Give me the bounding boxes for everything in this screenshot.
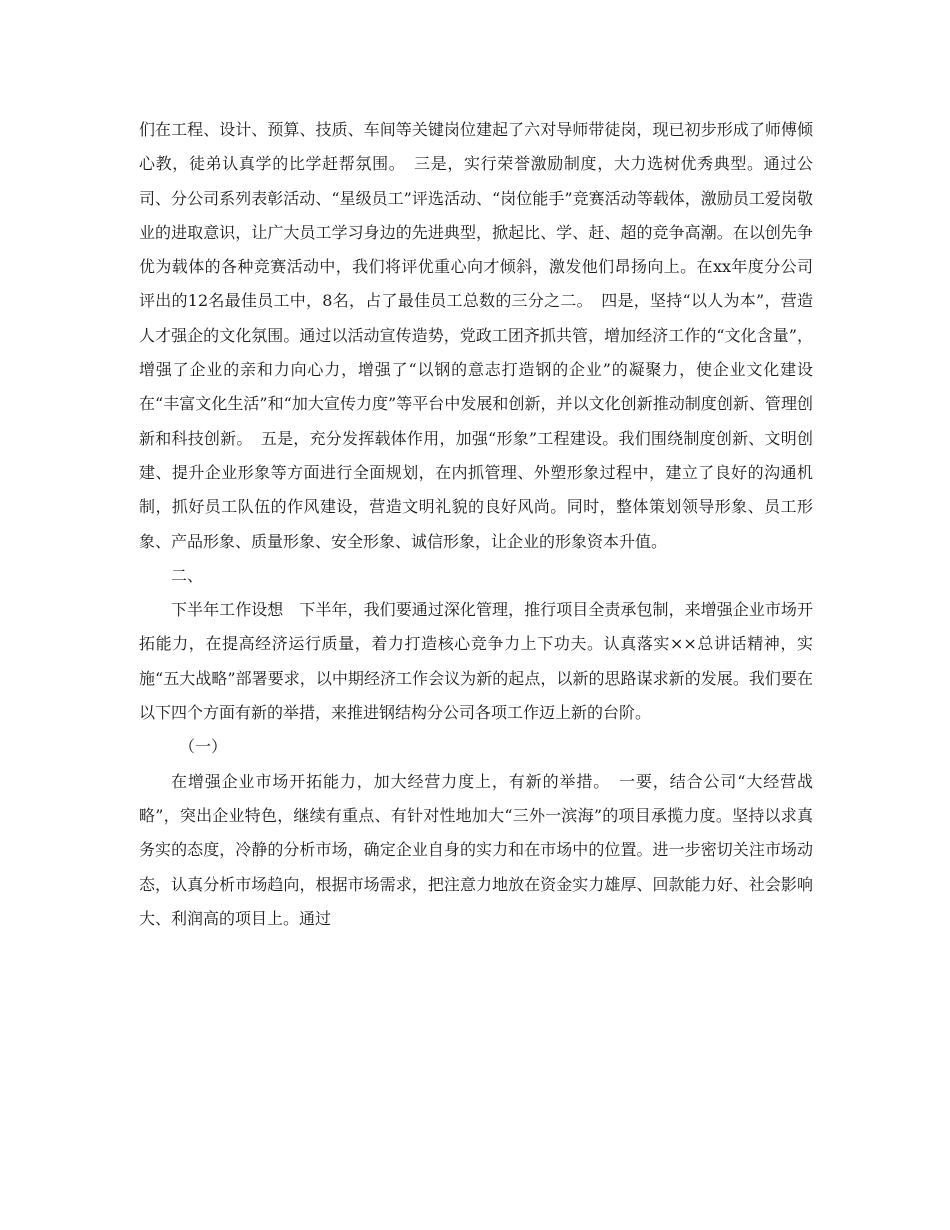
- subsection-heading-one: （一）: [179, 737, 228, 757]
- body-paragraph-1: 们在工程、设计、预算、技质、车间等关键岗位建起了六对导师带徒岗，现已初步形成了师傅倾心教，徒弟认真学的比学赶帮氛围。 三是，实行荣誉激励制度，大力选树优秀典型。通过公司、分公司系列表彰活动、“星级员工”评选活动、“岗位能手”竞赛活动等载体，激励员工爱岗敬业的进取意识，让广大员工学习身边的先进典型，掀起比、学、赶、超的竞争高潮。在以创先争优为载体的各种竞赛活动中，我们将评优重心向才倾斜，激发他们昂扬向上。在xx年度分公司评出的12名最佳员工中，8名，占了最佳员工总数的三分之二。 四是，坚持“以人为本”，营造人才强企的文化氛围。通过以活动宣传造势，党政工团齐抓共管，增加经济工作的“文化含量”，增强了企业的亲和力向心力，增强了“以钢的意志打造钢的企业”的凝聚力，使企业文化建设在“丰富文化生活”和“加大宣传力度”等平台中发展和创新，并以文化创新推动制度创新、管理创新和科技创新。 五是，充分发挥载体作用，加强“形象”工程建设。我们围绕制度创新、文明创建、提升企业形象等方面进行全面规划，在内抓管理、外塑形象过程中，建立了良好的沟通机制，抓好员工队伍的作风建设，营造文明礼貌的良好风尚。同时，整体策划领导形象、员工形象、产品形象、质量形象、安全形象、诚信形象，让企业的形象资本升值。: [139, 120, 813, 551]
- document-page: [139, 113, 813, 936]
- body-paragraph-3: 在增强企业市场开拓能力，加大经营力度上，有新的举措。 一要，结合公司“大经营战略”，突出企业特色，继续有重点、有针对性地加大“三外一滨海”的项目承揽力度。坚持以求真务实的态度，冷静的分析市场，确定企业自身的实力和在市场中的位置。进一步密切关注市场动态，认真分析市场趋向，根据市场需求，把注意力地放在资金实力雄厚、回款能力好、社会影响大、利润高的项目上。通过: [139, 771, 813, 928]
- section-heading-two: 二、: [171, 565, 204, 585]
- body-paragraph-2: 下半年工作设想 下半年，我们要通过深化管理，推行项目全责承包制，来增强企业市场开拓能力，在提高经济运行质量，着力打造核心竞争力上下功夫。认真落实××总讲话精神，实施“五大战略”部署要求，以中期经济工作会议为新的起点，以新的思路谋求新的发展。我们要在以下四个方面有新的举措，来推进钢结构分公司各项工作迈上新的台阶。: [139, 600, 813, 723]
